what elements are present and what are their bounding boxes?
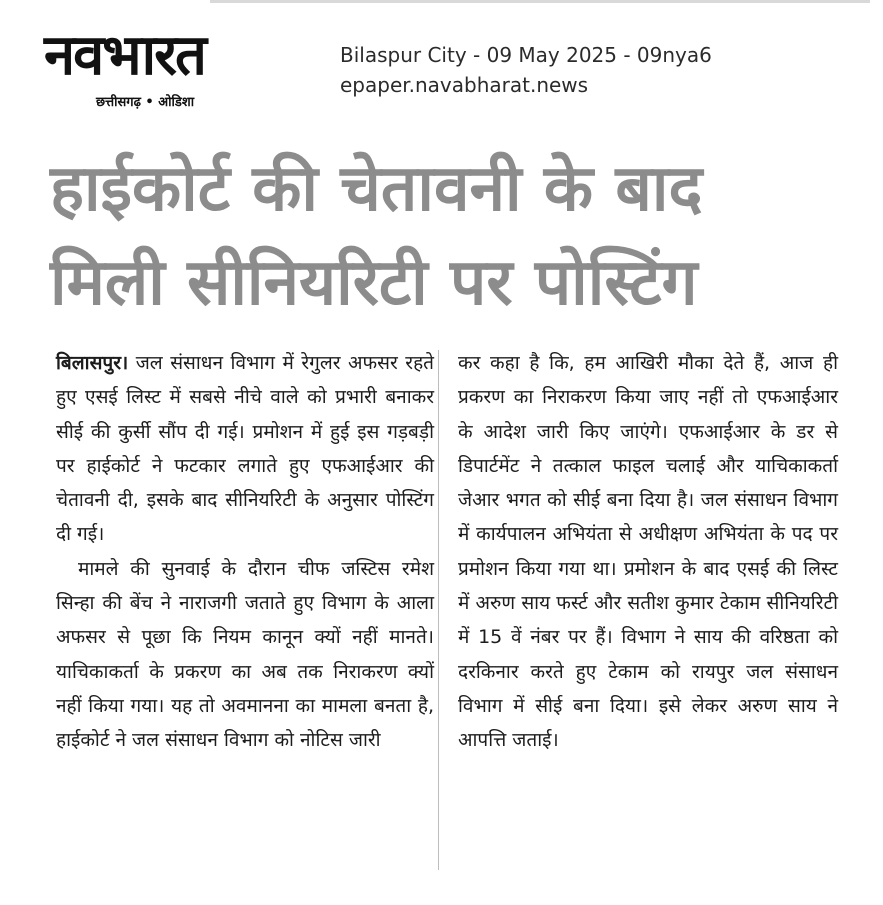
top-rule <box>210 0 870 3</box>
article-headline <box>50 142 850 330</box>
edition-info <box>340 40 712 100</box>
column-divider <box>438 350 439 870</box>
newspaper-masthead <box>38 22 320 110</box>
paragraph-2: मामले की सुनवाई के दौरान चीफ जस्टिस रमेश सिन्हा की बेंच ने नाराजगी जताते हुए विभाग के आला अफसर से पूछा कि नियम कानून क्यों नहीं मानते। याचिकाकर्ता के प्रकरण का अब तक निराकरण क्यों नहीं किया गया। यह तो अवमानना का मामला बनता है, हाईकोर्ट ने जल संसाधन विभाग को नोटिस जारी <box>56 557 434 752</box>
paragraph-1-text: जल संसाधन विभाग में रेगुलर अफसर रहते हुए एसई लिस्ट में सबसे नीचे वाले को प्रभारी बनाकर सीई की कुर्सी सौंप दी गई। प्रमोशन में हुई इस गड़बड़ी पर हाईकोर्ट ने फटकार लगाते हुए एफआईआर की चेतावनी दी, इसके बाद सीनियरिटी के अनुसार पोस्टिंग दी गई। <box>56 352 434 546</box>
dateline: बिलासपुर। <box>56 352 129 374</box>
newspaper-logo: नवभारत <box>44 23 205 88</box>
article-column-left <box>56 346 434 758</box>
masthead-regions: छत्तीसगढ़ • ओडिशा <box>96 95 195 110</box>
paragraph-1 <box>56 346 434 552</box>
edition-line: Bilaspur City - 09 May 2025 - 09nya6 <box>340 43 712 67</box>
paragraph-3: कर कहा है कि, हम आखिरी मौका देते हैं, आज ही प्रकरण का निराकरण किया जाए नहीं तो एफआईआर के आदेश जारी किए जाएंगे। एफआईआर के डर से डिपार्टमेंट ने तत्काल फाइल चलाई और याचिकाकर्ता जेआर भगत को सीई बना दिया है। जल संसाधन विभाग में कार्यपालन अभियंता से अधीक्षण अभियंता के पद पर प्रमोशन किया गया था। प्रमोशन के बाद एसई की लिस्ट में अरुण साय फर्स्ट और सतीश कुमार टेकाम सीनियरिटी में 15 वें नंबर पर हैं। विभाग ने साय की वरिष्ठता को दरकिनार करते हुए टेकाम को रायपुर जल संसाधन विभाग में सीई बना दिया। इसे लेकर अरुण साय ने आपत्ति जताई। <box>458 352 838 752</box>
edition-site: epaper.navabharat.news <box>340 73 589 97</box>
headline-line-1: हाईकोर्ट की चेतावनी के बाद <box>50 152 703 226</box>
article-column-right <box>458 346 838 758</box>
headline-line-2: मिली सीनियरिटी पर पोस्टिंग <box>50 246 698 320</box>
